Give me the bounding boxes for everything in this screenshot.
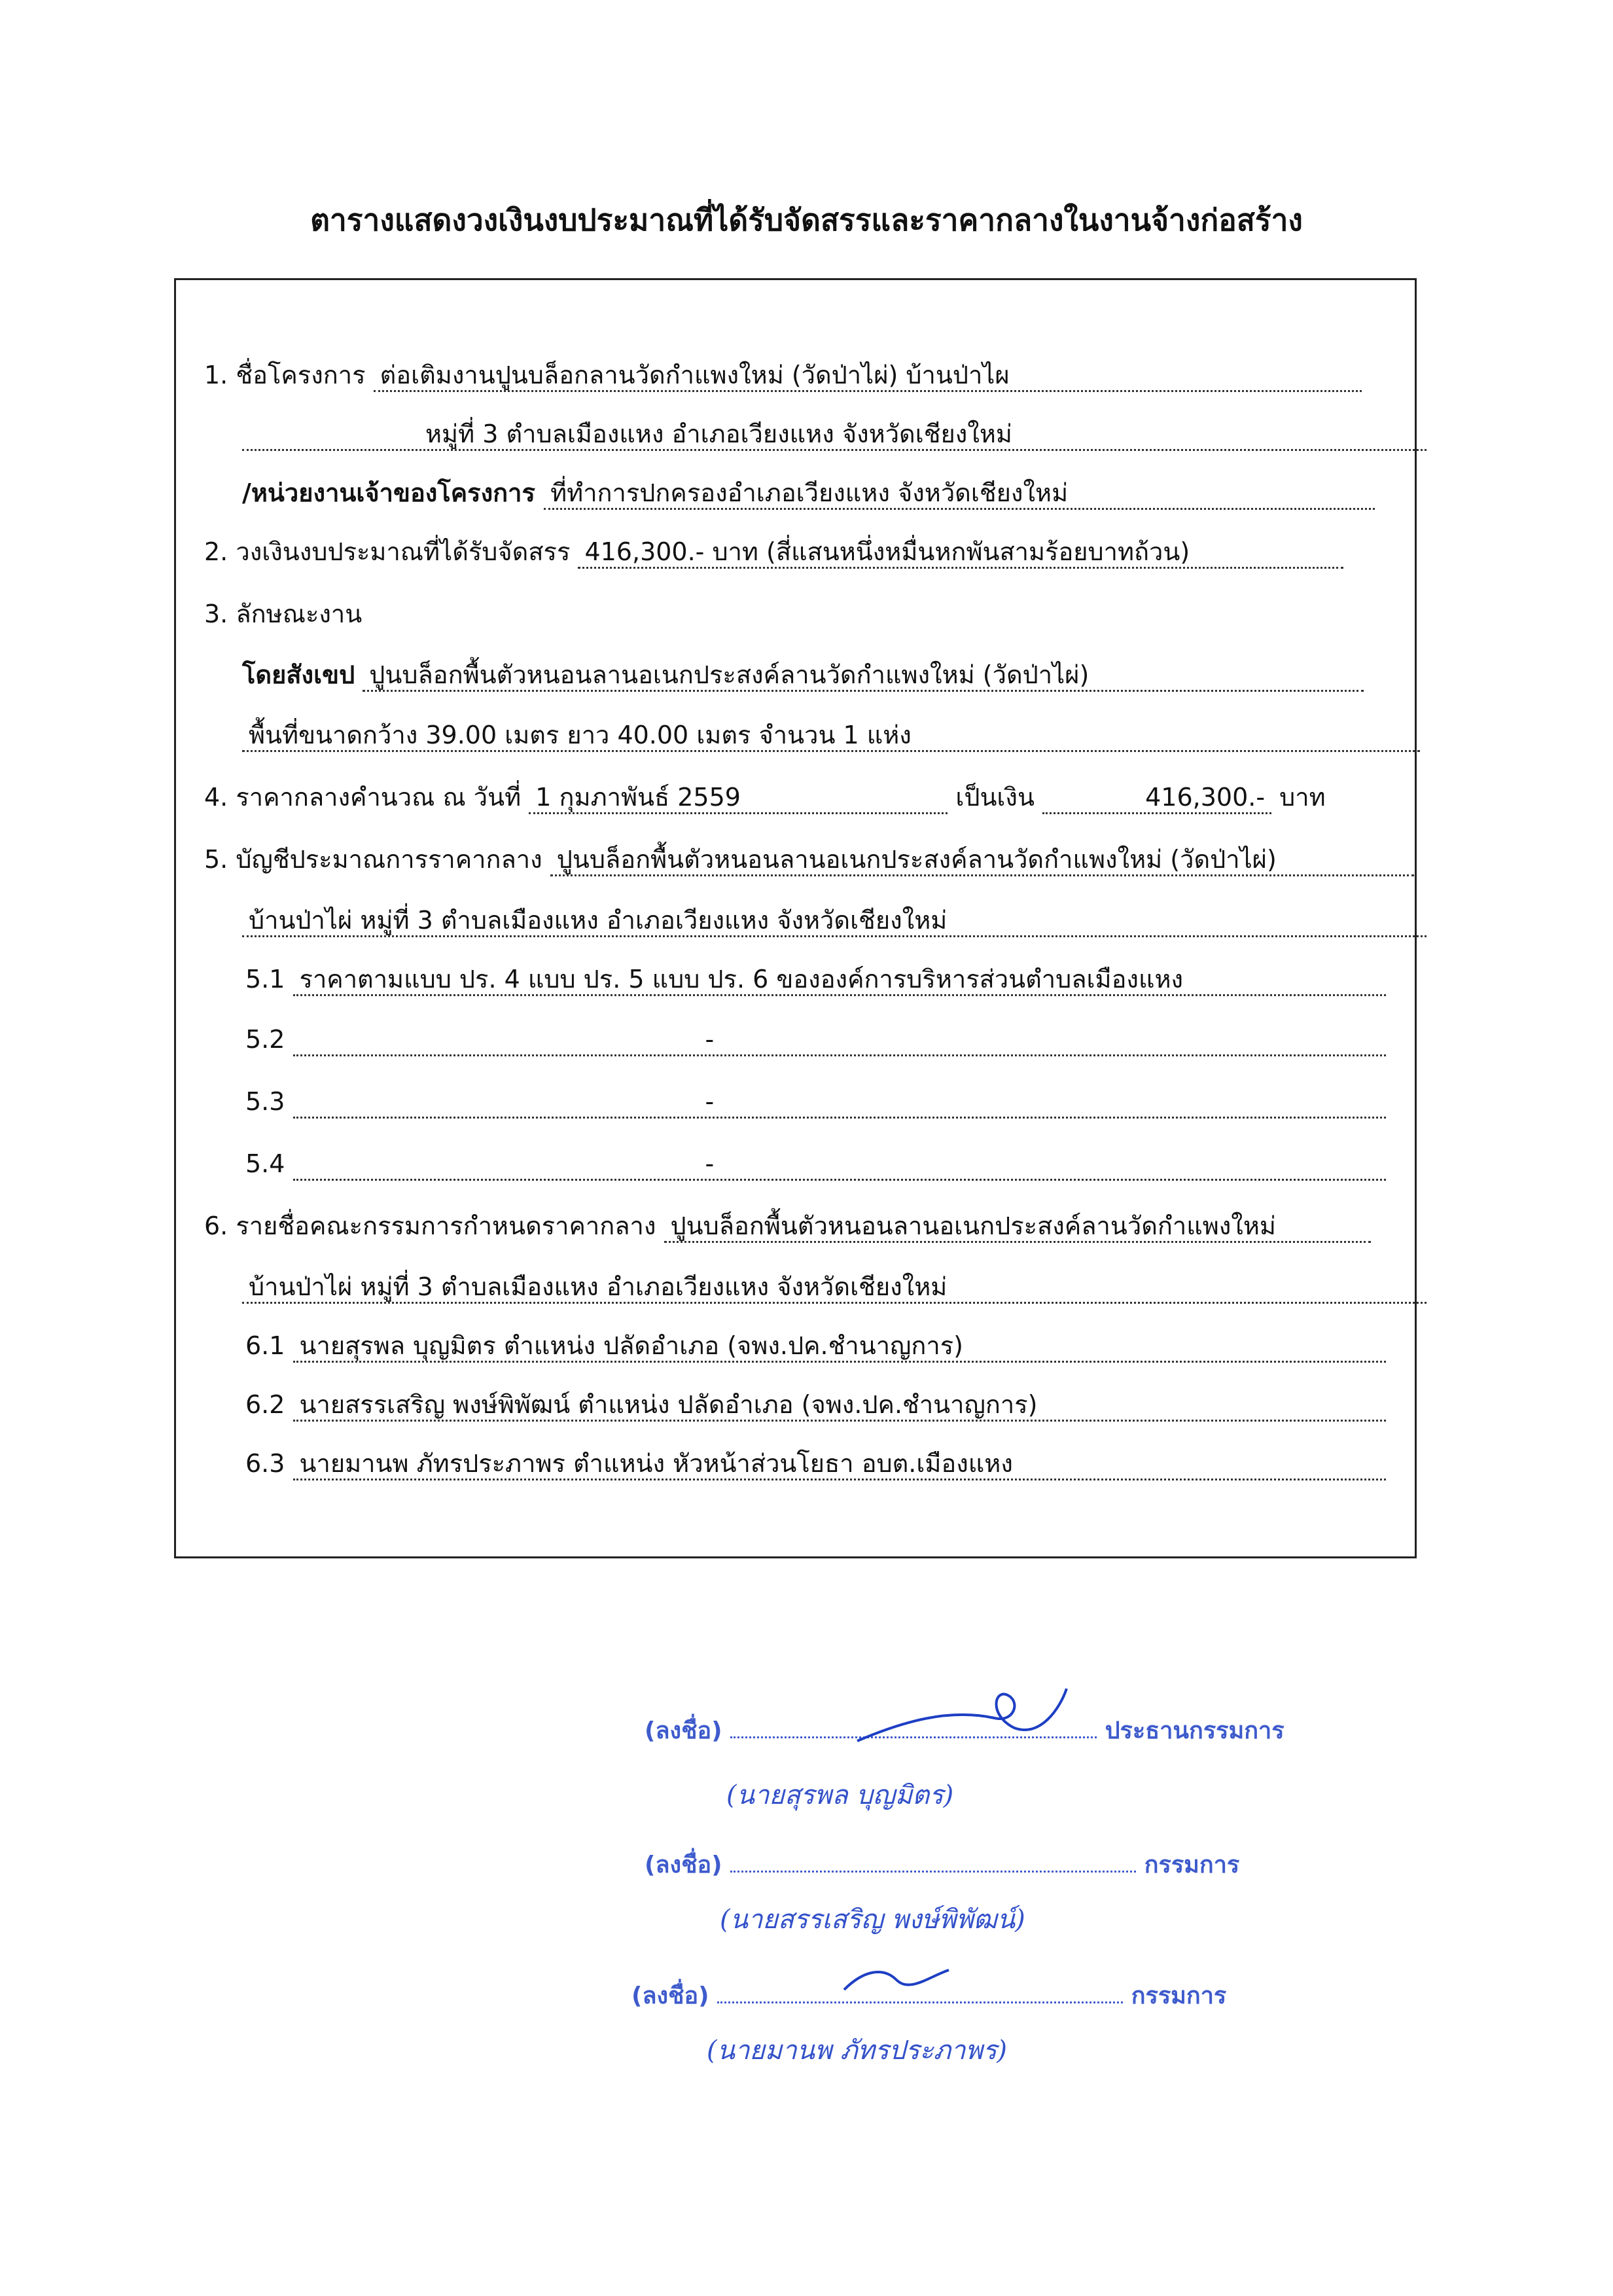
item2-number: 2. (204, 537, 228, 566)
summary-label: โดยสังเขป (242, 660, 355, 689)
sub-text: ราคาตามแบบ ปร. 4 แบบ ปร. 5 แบบ ปร. 6 ขององค์การบริหารส่วนตำบลเมืองแหง (293, 964, 1386, 996)
item4-number: 4. (204, 783, 228, 812)
sub-number: 5.2 (245, 1025, 285, 1054)
item1-number: 1. (204, 361, 228, 389)
member-number: 6.3 (245, 1449, 285, 1478)
agency-value: ที่ทำการปกครองอำเภอเวียงแหง จังหวัดเชียงใหม่ (544, 478, 1375, 510)
sub-text: - (293, 1086, 1386, 1119)
signature-line-2 (645, 1846, 1239, 1883)
item1-agency-line (242, 478, 1375, 510)
item3-label: ลักษณะงาน (236, 600, 363, 628)
area-text: พื้นที่ขนาดกว้าง 39.00 เมตร ยาว 40.00 เมตร จำนวน 1 แห่ง (242, 720, 1420, 752)
signer-role: ประธานกรรมการ (1105, 1717, 1285, 1744)
item3-line (204, 599, 362, 629)
member-text: นายมานพ ภัทรประภาพร ตำแหน่ง หัวหน้าส่วนโยธา อบต.เมืองแหง (293, 1448, 1386, 1480)
document-title: ตารางแสดงวงเงินงบประมาณที่ได้รับจัดสรรและราคากลางในงานจ้างก่อสร้าง (310, 202, 1303, 238)
item4-line (204, 782, 1326, 814)
signature-mark-3 (838, 1957, 955, 2003)
item5-sub2 (245, 1024, 1386, 1056)
item5-number: 5. (204, 845, 228, 874)
item3-summary-line (242, 660, 1364, 692)
signer-name-1: (นายสุรพล บุญมิตร) (726, 1780, 954, 1810)
signer-role: กรรมการ (1144, 1852, 1240, 1878)
signer-role: กรรมการ (1131, 1982, 1227, 2009)
sub-number: 5.3 (245, 1087, 285, 1116)
item1-label: ชื่อโครงการ (236, 361, 366, 389)
item6-line1 (204, 1211, 1371, 1243)
signer-name-3: (นายมานพ ภัทรประภาพร) (707, 2036, 1007, 2066)
item1-line2 (242, 419, 1427, 451)
price-amount: 416,300.- (1042, 782, 1271, 814)
item5-line2 (242, 905, 1427, 937)
item5-sub3 (245, 1086, 1386, 1119)
agency-label: /หน่วยงานเจ้าของโครงการ (242, 478, 535, 507)
committee-member-1 (245, 1331, 1386, 1363)
item6-value-2: บ้านป่าไผ่ หมู่ที่ 3 ตำบลเมืองแหง อำเภอเวียงแหง จังหวัดเชียงใหม่ (242, 1272, 1427, 1304)
item3-number: 3. (204, 600, 228, 628)
item5-value-2: บ้านป่าไผ่ หมู่ที่ 3 ตำบลเมืองแหง อำเภอเวียงแหง จังหวัดเชียงใหม่ (242, 905, 1427, 937)
signature-mark-1 (851, 1682, 1073, 1754)
item2-line (204, 537, 1343, 569)
item6-number: 6. (204, 1211, 228, 1240)
member-text: นายสุรพล บุญมิตร ตำแหน่ง ปลัดอำเภอ (จพง.ปค.ชำนาญการ) (293, 1331, 1386, 1363)
sign-label: (ลงชื่อ) (631, 1982, 709, 2009)
item5-sub4 (245, 1149, 1386, 1181)
sub-number: 5.1 (245, 965, 285, 994)
sub-text: - (293, 1024, 1386, 1056)
signer-name-2: (นายสรรเสริญ พงษ์พิพัฒน์) (720, 1905, 1025, 1935)
item6-line2 (242, 1272, 1427, 1304)
item5-label: บัญชีประมาณการราคากลาง (236, 845, 542, 874)
price-date: 1 กุมภาพันธ์ 2559 (529, 782, 948, 814)
item1-project-name: ต่อเติมงานปูนบล็อกลานวัดกำแพงใหม่ (วัดป่าไผ่) บ้านป่าไผ (374, 360, 1362, 392)
member-text: นายสรรเสริญ พงษ์พิพัฒน์ ตำแหน่ง ปลัดอำเภอ (จพง.ปค.ชำนาญการ) (293, 1390, 1386, 1422)
amount-label: เป็นเงิน (955, 783, 1035, 812)
sign-label: (ลงชื่อ) (645, 1852, 722, 1878)
item5-sub1 (245, 964, 1386, 996)
item1-line1 (204, 360, 1362, 392)
amount-unit: บาท (1279, 783, 1326, 812)
item3-area-line (242, 720, 1420, 752)
item1-project-location: หมู่ที่ 3 ตำบลเมืองแหง อำเภอเวียงแหง จังหวัดเชียงใหม่ (242, 419, 1427, 451)
budget-value: 416,300.- บาท (สี่แสนหนึ่งหมื่นหกพันสามร้อยบาทถ้วน) (578, 537, 1343, 569)
committee-member-2 (245, 1390, 1386, 1422)
item6-value-1: ปูนบล็อกพื้นตัวหนอนลานอเนกประสงค์ลานวัดกำแพงใหม่ (664, 1211, 1371, 1243)
sign-label: (ลงชื่อ) (645, 1717, 722, 1744)
item4-label: ราคากลางคำนวณ ณ วันที่ (236, 783, 522, 812)
item2-label: วงเงินงบประมาณที่ได้รับจัดสรร (236, 537, 571, 566)
item5-line1 (204, 844, 1414, 876)
sub-text: - (293, 1149, 1386, 1181)
item6-label: รายชื่อคณะกรรมการกำหนดราคากลาง (236, 1211, 656, 1240)
item5-value-1: ปูนบล็อกพื้นตัวหนอนลานอเนกประสงค์ลานวัดกำแพงใหม่ (วัดป่าไผ่) (550, 844, 1414, 876)
sub-number: 5.4 (245, 1149, 285, 1178)
member-number: 6.2 (245, 1390, 285, 1419)
committee-member-3 (245, 1448, 1386, 1480)
summary-value: ปูนบล็อกพื้นตัวหนอนลานอเนกประสงค์ลานวัดกำแพงใหม่ (วัดป่าไผ่) (363, 660, 1364, 692)
member-number: 6.1 (245, 1331, 285, 1360)
